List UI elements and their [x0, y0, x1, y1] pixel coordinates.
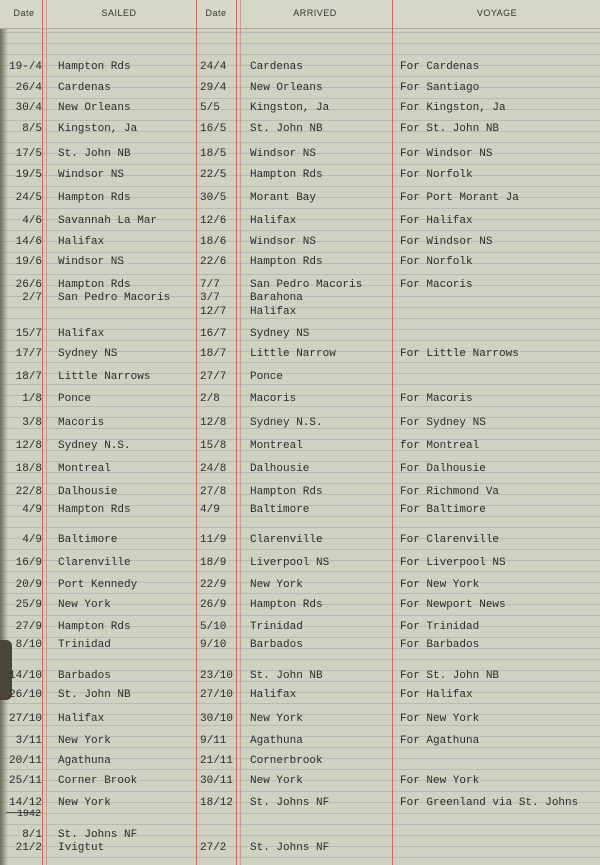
- arrived-date: 29/4: [200, 82, 227, 94]
- page-edge-shadow: [0, 28, 8, 865]
- voyage-entry: For Clarenville: [400, 534, 500, 546]
- ruling-line: [240, 0, 241, 865]
- sailed-date: 16/9: [15, 557, 42, 569]
- sailed-port: Agathuna: [58, 755, 111, 767]
- sailed-date: 17/7: [15, 348, 42, 360]
- arrived-port: Halifax: [250, 689, 297, 701]
- sailed-date: 3/8: [22, 417, 42, 429]
- arrived-port: New York: [250, 713, 303, 725]
- arrived-date: 5/10: [200, 621, 227, 633]
- sailed-date: 8/5: [22, 123, 42, 135]
- sailed-date: 2/7: [22, 292, 42, 304]
- sailed-port: Sydney NS: [58, 348, 118, 360]
- sailed-date: 4/9: [22, 504, 42, 516]
- voyage-entry: For Norfolk: [400, 256, 473, 268]
- arrived-port: New York: [250, 579, 303, 591]
- voyage-entry: For Windsor NS: [400, 236, 493, 248]
- ruling-line: [236, 0, 237, 865]
- arrived-date: 30/5: [200, 192, 227, 204]
- sailed-port: Hampton Rds: [58, 504, 131, 516]
- sailed-port: Ivigtut: [58, 842, 105, 854]
- arrived-date: 21/11: [200, 755, 234, 767]
- sailed-date: 8/10: [15, 639, 42, 651]
- voyage-entry: For Halifax: [400, 689, 473, 701]
- sailed-port: St. John NB: [58, 689, 131, 701]
- arrived-date: 18/12: [200, 797, 234, 809]
- sailed-port: Sydney N.S.: [58, 440, 131, 452]
- ruling-line: [42, 0, 43, 865]
- sailed-port: San Pedro Macoris: [58, 292, 171, 304]
- arrived-port: Dalhousie: [250, 463, 310, 475]
- arrived-port: Trinidad: [250, 621, 303, 633]
- voyage-entry: for Montreal: [400, 440, 480, 452]
- arrived-port: Halifax: [250, 306, 297, 318]
- arrived-date: 18/9: [200, 557, 227, 569]
- arrived-date: 18/7: [200, 348, 227, 360]
- sailed-date: 4/6: [22, 215, 42, 227]
- arrived-date: 3/7: [200, 292, 220, 304]
- header-sailed: SAILED: [101, 8, 137, 18]
- arrived-date: 24/4: [200, 61, 227, 73]
- sailed-port: Clarenville: [58, 557, 131, 569]
- sailed-date: 25/9: [15, 599, 42, 611]
- sailed-port: Hampton Rds: [58, 192, 131, 204]
- arrived-port: Hampton Rds: [250, 599, 323, 611]
- arrived-port: Hampton Rds: [250, 486, 323, 498]
- arrived-date: 22/5: [200, 169, 227, 181]
- arrived-date: 2/8: [200, 393, 220, 405]
- arrived-date: 27/2: [200, 842, 227, 854]
- sailed-port: Kingston, Ja: [58, 123, 138, 135]
- arrived-port: New Orleans: [250, 82, 323, 94]
- sailed-port: Ponce: [58, 393, 92, 405]
- arrived-date: 16/7: [200, 328, 227, 340]
- arrived-port: Ponce: [250, 371, 284, 383]
- sailed-date: 3/11: [15, 735, 42, 747]
- sailed-date: 24/5: [15, 192, 42, 204]
- sailed-date: 19/6: [15, 256, 42, 268]
- arrived-port: St. John NB: [250, 670, 323, 682]
- voyage-entry: For Norfolk: [400, 169, 473, 181]
- voyage-entry: For Windsor NS: [400, 148, 493, 160]
- arrived-port: St. Johns NF: [250, 842, 330, 854]
- voyage-entry: For Sydney NS: [400, 417, 486, 429]
- sailed-date: 12/8: [15, 440, 42, 452]
- arrived-date: 24/8: [200, 463, 227, 475]
- arrived-date: 12/6: [200, 215, 227, 227]
- arrived-date: 18/6: [200, 236, 227, 248]
- year-marker: 1942: [17, 809, 42, 820]
- sailed-date: 21/2: [15, 842, 42, 854]
- sailed-date: 17/5: [15, 148, 42, 160]
- arrived-port: Agathuna: [250, 735, 303, 747]
- ruling-line: [392, 0, 393, 865]
- sailed-port: Hampton Rds: [58, 61, 131, 73]
- arrived-port: San Pedro Macoris: [250, 279, 363, 291]
- voyage-entry: For Port Morant Ja: [400, 192, 519, 204]
- arrived-port: St. John NB: [250, 123, 323, 135]
- arrived-port: New York: [250, 775, 303, 787]
- arrived-date: 23/10: [200, 670, 234, 682]
- voyage-entry: For St. John NB: [400, 123, 500, 135]
- voyage-entry: For Trinidad: [400, 621, 480, 633]
- voyage-entry: For Macoris: [400, 279, 473, 291]
- sailed-port: Baltimore: [58, 534, 118, 546]
- arrived-port: Cardenas: [250, 61, 303, 73]
- sailed-port: Montreal: [58, 463, 111, 475]
- arrived-port: Barahona: [250, 292, 303, 304]
- voyage-entry: For Cardenas: [400, 61, 480, 73]
- sailed-port: Windsor NS: [58, 169, 125, 181]
- arrived-port: Sydney NS: [250, 328, 310, 340]
- sailed-date: 20/11: [8, 755, 42, 767]
- sailed-date: 22/8: [15, 486, 42, 498]
- sailed-date: 14/10: [8, 670, 42, 682]
- arrived-date: 9/10: [200, 639, 227, 651]
- sailed-date: 26/4: [15, 82, 42, 94]
- sailed-port: Barbados: [58, 670, 111, 682]
- voyage-entry: For Barbados: [400, 639, 480, 651]
- sailed-date: 18/8: [15, 463, 42, 475]
- ruling-line: [46, 0, 47, 865]
- arrived-date: 4/9: [200, 504, 220, 516]
- sailed-port: Halifax: [58, 713, 105, 725]
- arrived-port: Little Narrow: [250, 348, 336, 360]
- voyage-entry: For Santiago: [400, 82, 480, 94]
- sailed-date: 20/9: [15, 579, 42, 591]
- sailed-port: Trinidad: [58, 639, 111, 651]
- arrived-port: Macoris: [250, 393, 297, 405]
- arrived-port: Morant Bay: [250, 192, 317, 204]
- arrived-date: 15/8: [200, 440, 227, 452]
- sailed-port: New Orleans: [58, 102, 131, 114]
- sailed-date: 8/1: [22, 829, 42, 841]
- arrived-date: 26/9: [200, 599, 227, 611]
- voyage-entry: For St. John NB: [400, 670, 500, 682]
- sailed-date: 15/7: [15, 328, 42, 340]
- arrived-date: 30/11: [200, 775, 234, 787]
- arrived-port: Cornerbrook: [250, 755, 323, 767]
- sailed-date: 30/4: [15, 102, 42, 114]
- voyage-entry: For New York: [400, 775, 480, 787]
- sailed-date: 14/12: [8, 797, 42, 809]
- voyage-entry: For Newport News: [400, 599, 506, 611]
- arrived-date: 22/9: [200, 579, 227, 591]
- sailed-port: Corner Brook: [58, 775, 138, 787]
- sailed-port: New York: [58, 797, 111, 809]
- arrived-port: St. Johns NF: [250, 797, 330, 809]
- ruling-line: [196, 0, 197, 865]
- arrived-port: Hampton Rds: [250, 169, 323, 181]
- sailed-port: Macoris: [58, 417, 105, 429]
- arrived-date: 5/5: [200, 102, 220, 114]
- voyage-entry: For New York: [400, 713, 480, 725]
- header-date-sailed: Date: [13, 8, 35, 18]
- sailed-port: Dalhousie: [58, 486, 118, 498]
- sailed-port: Little Narrows: [58, 371, 151, 383]
- sailed-port: New York: [58, 735, 111, 747]
- sailed-date: 27/9: [15, 621, 42, 633]
- sailed-date: 14/6: [15, 236, 42, 248]
- sailed-date: 26/6: [15, 279, 42, 291]
- voyage-entry: For Macoris: [400, 393, 473, 405]
- sailed-port: Halifax: [58, 236, 105, 248]
- arrived-date: 27/8: [200, 486, 227, 498]
- arrived-port: Kingston, Ja: [250, 102, 330, 114]
- voyage-entry: For Halifax: [400, 215, 473, 227]
- arrived-date: 30/10: [200, 713, 234, 725]
- sailed-port: Hampton Rds: [58, 279, 131, 291]
- arrived-date: 12/7: [200, 306, 227, 318]
- sailed-port: Cardenas: [58, 82, 111, 94]
- arrived-date: 18/5: [200, 148, 227, 160]
- voyage-entry: For Liverpool NS: [400, 557, 506, 569]
- arrived-date: 11/9: [200, 534, 227, 546]
- voyage-entry: For Little Narrows: [400, 348, 519, 360]
- sailed-port: St. John NB: [58, 148, 131, 160]
- sailed-date: 4/9: [22, 534, 42, 546]
- arrived-date: 12/8: [200, 417, 227, 429]
- arrived-port: Hampton Rds: [250, 256, 323, 268]
- arrived-port: Baltimore: [250, 504, 310, 516]
- sailed-date: 25/11: [8, 775, 42, 787]
- arrived-date: 16/5: [200, 123, 227, 135]
- sailed-port: Hampton Rds: [58, 621, 131, 633]
- voyage-entry: For Richmond Va: [400, 486, 500, 498]
- sailed-date: 27/10: [8, 713, 42, 725]
- sailed-port: Windsor NS: [58, 256, 125, 268]
- sailed-port: New York: [58, 599, 111, 611]
- sailed-date: 18/7: [15, 371, 42, 383]
- arrived-port: Liverpool NS: [250, 557, 330, 569]
- arrived-port: Windsor NS: [250, 148, 317, 160]
- voyage-entry: For Kingston, Ja: [400, 102, 506, 114]
- sailed-port: Halifax: [58, 328, 105, 340]
- voyage-entry: For Agathuna: [400, 735, 480, 747]
- arrived-date: 27/7: [200, 371, 227, 383]
- sailed-date: 19/5: [15, 169, 42, 181]
- ledger-header: [0, 0, 600, 29]
- header-voyage: VOYAGE: [476, 8, 518, 18]
- arrived-date: 22/6: [200, 256, 227, 268]
- arrived-port: Barbados: [250, 639, 303, 651]
- sailed-date: 1/8: [22, 393, 42, 405]
- arrived-port: Windsor NS: [250, 236, 317, 248]
- sailed-port: Savannah La Mar: [58, 215, 158, 227]
- arrived-date: 27/10: [200, 689, 234, 701]
- arrived-port: Halifax: [250, 215, 297, 227]
- voyage-entry: For New York: [400, 579, 480, 591]
- voyage-entry: For Dalhousie: [400, 463, 486, 475]
- arrived-port: Sydney N.S.: [250, 417, 323, 429]
- arrived-date: 7/7: [200, 279, 220, 291]
- voyage-entry: For Greenland via St. Johns: [400, 797, 579, 809]
- voyage-entry: For Baltimore: [400, 504, 486, 516]
- header-arrived: ARRIVED: [293, 8, 337, 18]
- arrived-date: 9/11: [200, 735, 227, 747]
- header-date-arrived: Date: [205, 8, 227, 18]
- arrived-port: Montreal: [250, 440, 303, 452]
- sailed-port: Port Kennedy: [58, 579, 138, 591]
- sailed-date: 19-/4: [8, 61, 42, 73]
- sailed-port: St. Johns NF: [58, 829, 138, 841]
- sailed-date: 26/10: [8, 689, 42, 701]
- arrived-port: Clarenville: [250, 534, 323, 546]
